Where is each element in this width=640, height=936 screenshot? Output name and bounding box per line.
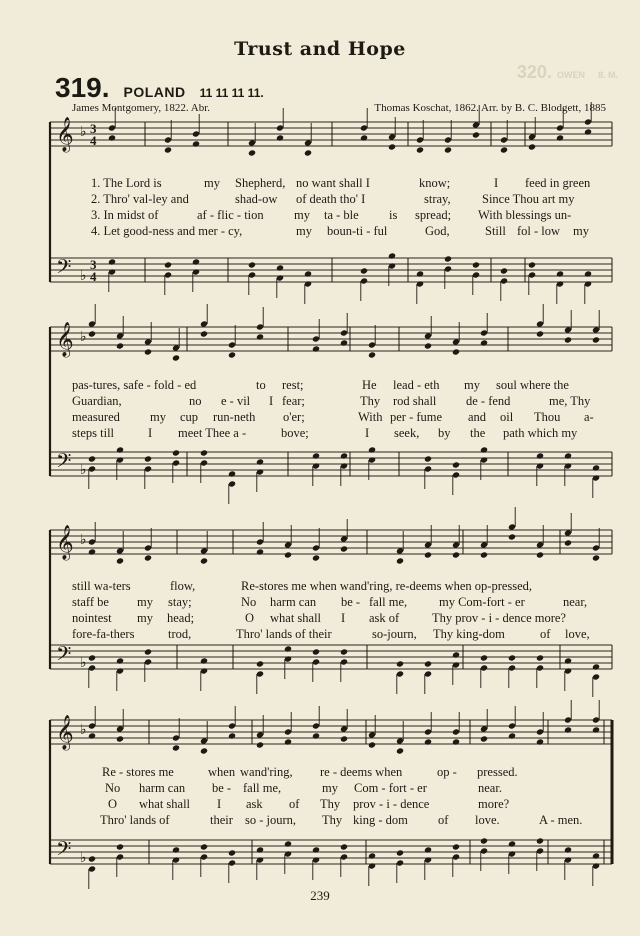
- notehead: [592, 336, 600, 343]
- lyric-syllable: my Com-fort - er: [439, 595, 525, 609]
- notehead: [172, 449, 180, 456]
- notehead: [88, 732, 96, 739]
- notehead: [508, 840, 516, 847]
- notehead: [256, 660, 264, 667]
- notehead: [536, 551, 544, 558]
- notehead: [116, 843, 124, 850]
- lyric-syllable: I: [365, 426, 370, 440]
- lyric-syllable: nointest: [72, 611, 112, 625]
- notehead: [508, 533, 516, 540]
- notehead: [256, 846, 264, 853]
- flat-key-signature-icon: ♭: [80, 463, 87, 478]
- lyric-syllable: near,: [563, 595, 588, 609]
- notehead: [200, 330, 208, 337]
- lyric-syllable: I: [494, 176, 499, 190]
- hymn-meter: 11 11 11 11.: [199, 86, 264, 100]
- lyric-syllable: prov - i - dence: [353, 797, 430, 811]
- lyric-syllable: shad-ow: [235, 192, 278, 206]
- notehead: [304, 270, 312, 277]
- lyric-syllable: trod,: [168, 627, 192, 641]
- lyric-syllable: Thy prov - i - dence more?: [432, 611, 566, 625]
- lyric-syllable: bove;: [281, 426, 309, 440]
- notehead: [284, 738, 292, 745]
- notehead: [452, 843, 460, 850]
- notehead: [480, 837, 488, 844]
- notehead: [88, 330, 96, 337]
- notehead: [88, 455, 96, 462]
- lyric-syllable: when: [208, 765, 236, 779]
- lyric-syllable: Re - stores me: [102, 765, 174, 779]
- lyric-syllable: o'er;: [283, 410, 305, 424]
- lyric-syllable: With blessings un-: [478, 208, 572, 222]
- lyric-syllable: be -: [212, 781, 232, 795]
- notehead: [480, 735, 488, 742]
- lyric-syllable: I: [217, 797, 222, 811]
- lyric-syllable: of: [438, 813, 449, 827]
- lyric-syllable: per - fume: [390, 410, 443, 424]
- lyric-syllable: ask of: [369, 611, 400, 625]
- lyric-syllable: ta - ble: [324, 208, 359, 222]
- lyric-syllable: re - deems when: [320, 765, 403, 779]
- notehead: [416, 270, 424, 277]
- notehead: [228, 351, 236, 358]
- lyric-syllable: fall me,: [369, 595, 408, 609]
- lyric-syllable: boun-ti - ful: [327, 224, 388, 238]
- notehead: [536, 330, 544, 337]
- lyric-syllable: is: [389, 208, 398, 222]
- lyric-syllable: Re-stores me when wand'ring, re-deems when op-pressed,: [241, 579, 533, 593]
- time-signature: 4: [90, 133, 97, 148]
- notehead: [144, 554, 152, 561]
- notehead: [228, 849, 236, 856]
- lyric-syllable: no: [189, 394, 202, 408]
- music-credit: Thomas Koschat, 1862. Arr. by B. C. Blodgett, 1885: [374, 102, 606, 114]
- notehead: [144, 348, 152, 355]
- notehead: [472, 261, 480, 268]
- notehead: [116, 557, 124, 564]
- lyric-syllable: spread;: [415, 208, 452, 222]
- notehead: [172, 354, 180, 361]
- flat-key-signature-icon: ♭: [80, 330, 87, 345]
- notehead: [536, 654, 544, 661]
- lyric-syllable: Shepherd,: [235, 176, 286, 190]
- lyric-syllable: measured: [72, 410, 120, 424]
- notehead: [480, 339, 488, 346]
- lyric-syllable: fear;: [282, 394, 305, 408]
- notehead: [284, 840, 292, 847]
- lyric-syllable: op -: [437, 765, 457, 779]
- notehead: [164, 146, 172, 153]
- lyric-syllable: the: [470, 426, 486, 440]
- bass-clef-icon: 𝄢: [56, 255, 72, 283]
- notehead: [368, 741, 376, 748]
- notehead: [592, 663, 600, 670]
- lyric-syllable: my: [296, 224, 312, 238]
- lyric-syllable: what shall: [270, 611, 322, 625]
- lyric-syllable: Still: [485, 224, 506, 238]
- notehead: [396, 849, 404, 856]
- notehead: [256, 741, 264, 748]
- lyric-syllable: still wa-ters: [72, 579, 131, 593]
- lyric-syllable: my: [137, 611, 153, 625]
- lyric-syllable: my: [137, 595, 153, 609]
- lyric-syllable: my: [294, 208, 310, 222]
- lyric-syllable: by: [438, 426, 451, 440]
- lyric-syllable: rod shall: [393, 394, 437, 408]
- bass-clef-icon: 𝄢: [56, 837, 72, 865]
- lyric-syllable: Thy: [322, 813, 343, 827]
- lyric-syllable: e - vil: [221, 394, 251, 408]
- flat-key-signature-icon: ♭: [80, 656, 87, 671]
- flat-key-signature-icon: ♭: [80, 533, 87, 548]
- lyric-syllable: 3. In midst of: [91, 208, 159, 222]
- notehead: [88, 548, 96, 555]
- lyric-syllable: no want shall I: [296, 176, 370, 190]
- notehead: [480, 654, 488, 661]
- notehead: [564, 726, 572, 733]
- faded-meter: 8. M.: [597, 70, 618, 80]
- notehead: [340, 843, 348, 850]
- lyric-syllable: love.: [475, 813, 500, 827]
- lyric-syllable: my: [464, 378, 480, 392]
- time-signature: 4: [90, 269, 97, 284]
- bass-clef-icon: 𝄢: [56, 449, 72, 477]
- lyric-syllable: Thy: [320, 797, 341, 811]
- lyric-syllable: of: [540, 627, 551, 641]
- notehead: [88, 855, 96, 862]
- lyric-syllable: run-neth: [213, 410, 256, 424]
- lyric-syllable: Thy king-dom: [433, 627, 505, 641]
- notehead: [388, 252, 396, 259]
- notehead: [444, 255, 452, 262]
- time-signature: 3: [90, 121, 97, 136]
- notehead: [592, 554, 600, 561]
- lyric-syllable: so-journ,: [372, 627, 417, 641]
- notehead: [452, 461, 460, 468]
- notehead: [340, 648, 348, 655]
- lyric-syllable: so - journ,: [245, 813, 297, 827]
- notehead: [424, 342, 432, 349]
- notehead: [556, 270, 564, 277]
- notehead: [592, 464, 600, 471]
- notehead: [116, 657, 124, 664]
- notehead: [108, 134, 116, 141]
- treble-clef-icon: 𝄞: [56, 322, 74, 357]
- lyric-syllable: fore-fa-thers: [72, 627, 135, 641]
- notehead: [564, 846, 572, 853]
- lyric-syllable: near.: [478, 781, 502, 795]
- notehead: [192, 140, 200, 147]
- notehead: [256, 333, 264, 340]
- lyric-syllable: I: [341, 611, 346, 625]
- lyric-syllable: of death tho' I: [296, 192, 366, 206]
- notehead: [200, 747, 208, 754]
- notehead: [368, 852, 376, 859]
- treble-clef-icon: 𝄞: [56, 117, 74, 152]
- tune-name: POLAND: [123, 84, 186, 100]
- treble-clef-icon: 𝄞: [56, 715, 74, 750]
- notehead: [452, 348, 460, 355]
- notehead: [480, 551, 488, 558]
- notehead: [88, 654, 96, 661]
- notehead: [444, 146, 452, 153]
- lyric-syllable: Guardian,: [72, 394, 122, 408]
- lyric-syllable: rest;: [282, 378, 304, 392]
- lyric-syllable: know;: [419, 176, 451, 190]
- notehead: [452, 651, 460, 658]
- notehead: [368, 446, 376, 453]
- lyric-syllable: stay;: [168, 595, 192, 609]
- flat-key-signature-icon: ♭: [80, 125, 87, 140]
- words-credit: James Montgomery, 1822. Abr.: [72, 102, 210, 114]
- notehead: [564, 539, 572, 546]
- notehead: [536, 837, 544, 844]
- notehead: [360, 267, 368, 274]
- notehead: [312, 732, 320, 739]
- notehead: [360, 134, 368, 141]
- lyric-syllable: 1. The Lord is: [91, 176, 162, 190]
- lyric-syllable: Thy: [360, 394, 381, 408]
- notehead: [200, 557, 208, 564]
- notehead: [536, 452, 544, 459]
- lyric-syllable: af - flic - tion: [197, 208, 264, 222]
- notehead: [340, 545, 348, 552]
- lyric-syllable: love,: [565, 627, 590, 641]
- notehead: [304, 149, 312, 156]
- notehead: [200, 843, 208, 850]
- notehead: [592, 852, 600, 859]
- notehead: [396, 747, 404, 754]
- notehead: [424, 660, 432, 667]
- notehead: [472, 131, 480, 138]
- notehead: [164, 261, 172, 268]
- lyric-syllable: wand'ring,: [240, 765, 293, 779]
- notehead: [312, 345, 320, 352]
- notehead: [312, 648, 320, 655]
- lyric-syllable: steps till: [72, 426, 115, 440]
- lyric-syllable: harm can: [270, 595, 317, 609]
- notehead: [200, 657, 208, 664]
- notehead: [556, 134, 564, 141]
- lyric-syllable: Thro' lands of: [100, 813, 170, 827]
- notehead: [480, 446, 488, 453]
- lyric-syllable: a-: [584, 410, 594, 424]
- lyric-syllable: what shall: [139, 797, 191, 811]
- notehead: [248, 261, 256, 268]
- notehead: [256, 548, 264, 555]
- notehead: [584, 128, 592, 135]
- notehead: [396, 557, 404, 564]
- flat-key-signature-icon: ♭: [80, 269, 87, 284]
- notehead: [424, 846, 432, 853]
- lyric-syllable: Since Thou art my: [482, 192, 575, 206]
- lyric-syllable: oil: [500, 410, 514, 424]
- lyric-syllable: ask: [246, 797, 263, 811]
- notehead: [276, 264, 284, 271]
- notehead: [200, 449, 208, 456]
- lyric-syllable: With: [358, 410, 383, 424]
- lyric-syllable: staff be: [72, 595, 109, 609]
- notehead: [228, 470, 236, 477]
- notehead: [276, 134, 284, 141]
- lyric-syllable: cup: [180, 410, 199, 424]
- page-number: 239: [310, 888, 330, 903]
- notehead: [528, 143, 536, 150]
- notehead: [424, 551, 432, 558]
- notehead: [424, 455, 432, 462]
- notehead: [500, 146, 508, 153]
- notehead: [416, 146, 424, 153]
- hymn-number: 319.: [55, 72, 110, 103]
- notehead: [564, 657, 572, 664]
- notehead: [228, 732, 236, 739]
- lyric-syllable: lead - eth: [393, 378, 440, 392]
- lyric-syllable: de - fend: [466, 394, 511, 408]
- lyric-syllable: to: [256, 378, 266, 392]
- notehead: [368, 351, 376, 358]
- notehead: [340, 339, 348, 346]
- flat-key-signature-icon: ♭: [80, 851, 87, 866]
- notehead: [116, 446, 124, 453]
- lyric-syllable: fall me,: [243, 781, 282, 795]
- lyric-syllable: their: [210, 813, 233, 827]
- notehead: [452, 551, 460, 558]
- notehead: [192, 258, 200, 265]
- lyric-syllable: king - dom: [353, 813, 408, 827]
- notehead: [248, 149, 256, 156]
- lyric-syllable: O: [108, 797, 118, 811]
- notehead: [564, 336, 572, 343]
- lyric-syllable: path which my: [503, 426, 578, 440]
- lyric-syllable: Thro' lands of their: [236, 627, 332, 641]
- notehead: [172, 744, 180, 751]
- lyric-syllable: soul where the: [496, 378, 569, 392]
- notehead: [116, 735, 124, 742]
- time-signature: 3: [90, 257, 97, 272]
- notehead: [312, 452, 320, 459]
- lyric-syllable: of: [289, 797, 300, 811]
- lyric-syllable: harm can: [139, 781, 186, 795]
- lyric-syllable: fol - low: [517, 224, 561, 238]
- notehead: [256, 458, 264, 465]
- bass-clef-icon: 𝄢: [56, 642, 72, 670]
- flat-key-signature-icon: ♭: [80, 723, 87, 738]
- notehead: [312, 554, 320, 561]
- lyric-syllable: flow,: [170, 579, 196, 593]
- notehead: [528, 261, 536, 268]
- lyric-syllable: Com - fort - er: [354, 781, 427, 795]
- lyric-syllable: be -: [341, 595, 361, 609]
- notehead: [284, 645, 292, 652]
- lyric-syllable: O: [245, 611, 255, 625]
- lyric-syllable: I: [148, 426, 153, 440]
- notehead: [396, 660, 404, 667]
- lyric-syllable: seek,: [394, 426, 420, 440]
- notehead: [592, 726, 600, 733]
- notehead: [388, 143, 396, 150]
- faded-hymn-number: 320.: [516, 62, 552, 82]
- lyric-syllable: Thou: [534, 410, 561, 424]
- lyric-syllable: 2. Thro' val-ley and: [91, 192, 189, 206]
- notehead: [500, 267, 508, 274]
- lyric-syllable: A - men.: [539, 813, 583, 827]
- lyric-syllable: my: [204, 176, 220, 190]
- notehead: [284, 551, 292, 558]
- notehead: [340, 735, 348, 742]
- notehead: [536, 738, 544, 745]
- lyric-syllable: stray,: [424, 192, 451, 206]
- lyric-syllable: my: [322, 781, 338, 795]
- lyric-syllable: and: [468, 410, 487, 424]
- notehead: [172, 846, 180, 853]
- lyric-syllable: feed in green: [525, 176, 591, 190]
- lyric-syllable: pressed.: [477, 765, 518, 779]
- lyric-syllable: my: [150, 410, 166, 424]
- notehead: [508, 654, 516, 661]
- lyric-syllable: me, Thy: [549, 394, 591, 408]
- lyric-syllable: pas-tures, safe - fold - ed: [72, 378, 197, 392]
- notehead: [116, 342, 124, 349]
- lyric-syllable: God,: [425, 224, 450, 238]
- notehead: [424, 738, 432, 745]
- lyric-syllable: I: [269, 394, 274, 408]
- notehead: [564, 452, 572, 459]
- notehead: [340, 452, 348, 459]
- lyric-syllable: my: [573, 224, 589, 238]
- lyric-syllable: No: [105, 781, 121, 795]
- notehead: [584, 270, 592, 277]
- lyric-syllable: 4. Let good-ness and mer - cy,: [91, 224, 243, 238]
- faded-tune-name: OWEN: [556, 70, 585, 80]
- lyric-syllable: head;: [167, 611, 195, 625]
- treble-clef-icon: 𝄞: [56, 525, 74, 560]
- notehead: [108, 258, 116, 265]
- notehead: [508, 732, 516, 739]
- notehead: [312, 846, 320, 853]
- section-title: Trust and Hope: [234, 38, 406, 60]
- lyric-syllable: more?: [478, 797, 510, 811]
- notehead: [144, 648, 152, 655]
- lyric-syllable: No: [241, 595, 257, 609]
- lyric-syllable: meet Thee a -: [178, 426, 247, 440]
- lyric-syllable: He: [362, 378, 377, 392]
- notehead: [452, 738, 460, 745]
- notehead: [144, 455, 152, 462]
